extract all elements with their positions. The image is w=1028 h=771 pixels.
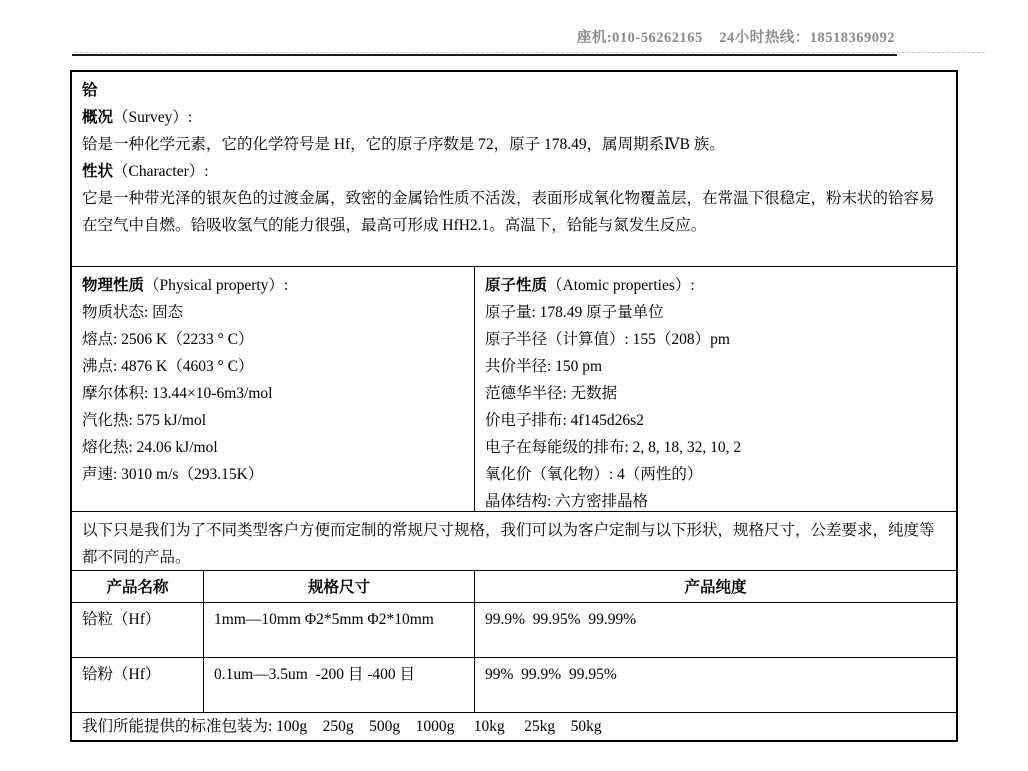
atomic-properties-column	[475, 267, 956, 511]
physical-item: 物质状态: 固态	[82, 304, 184, 321]
physical-item: 熔点: 2506 K（2233 ° C）	[82, 331, 254, 348]
character-text: 它是一种带光泽的银灰色的过渡金属，致密的金属铪性质不活泼，表面形成氧化物覆盖层，在常温下很稳定，粉末状的铪容易在空气中自燃。铪吸收氢气的能力很强，最高可形成 HfH2.1。高温下，铪能与氮发生反应。	[82, 190, 935, 234]
atomic-item: 原子半径（计算值）: 155（208）pm	[485, 331, 730, 348]
header-purity: 产品纯度	[684, 579, 747, 596]
intro-section	[72, 72, 956, 266]
header-product-name: 产品名称	[72, 571, 204, 602]
atomic-item: 范德华半径: 无数据	[485, 385, 618, 402]
character-label-en: （Character）:	[113, 163, 209, 180]
survey-label-en: （Survey）:	[113, 109, 193, 126]
product-name-cell: 铪粒（Hf）	[72, 603, 204, 657]
physical-item: 熔化热: 24.06 kJ/mol	[82, 439, 218, 456]
survey-text: 铪是一种化学元素，它的化学符号是 Hf，它的原子序数是 72，原子 178.49，属周期系ⅣB 族。	[82, 136, 725, 153]
atomic-title-cn: 原子性质	[485, 277, 548, 294]
atomic-item: 共价半径: 150 pm	[485, 358, 603, 375]
atomic-item: 晶体结构: 六方密排晶格	[485, 493, 649, 510]
atomic-item: 氧化价（氧化物）: 4（两性的）	[485, 466, 703, 483]
product-table-header	[72, 570, 956, 602]
physical-item: 汽化热: 575 kJ/mol	[82, 412, 207, 429]
physical-title-en: （Physical property）:	[144, 277, 289, 294]
physical-properties-column	[72, 267, 475, 511]
header-divider-rule	[72, 54, 897, 56]
atomic-item: 价电子排布: 4f145d26s2	[485, 412, 644, 429]
character-heading	[82, 158, 946, 185]
header-contact-phones: 座机:010-56262165 24小时热线：18518369092	[576, 30, 895, 46]
product-spec-cell: 1mm—10mm Φ2*5mm Φ2*10mm	[204, 603, 475, 657]
properties-section	[72, 266, 956, 511]
atomic-item: 原子量: 178.49 原子量单位	[485, 304, 664, 321]
custom-note-section	[72, 511, 956, 570]
table-row	[72, 657, 956, 712]
table-row	[72, 602, 956, 657]
atomic-item: 电子在每能级的排布: 2, 8, 18, 32, 10, 2	[485, 439, 742, 456]
atomic-properties-heading	[485, 272, 946, 299]
header-spec-size: 规格尺寸	[204, 571, 475, 602]
character-label-cn: 性状	[82, 163, 114, 180]
header-divider-faint	[75, 52, 985, 53]
physical-item: 声速: 3010 m/s（293.15K）	[82, 466, 264, 483]
product-spec-cell: 0.1um—3.5um -200 目 -400 目	[204, 658, 475, 712]
packaging-row: 我们所能提供的标准包装为: 100g 250g 500g 1000g 10kg 25kg 50kg	[72, 712, 956, 740]
survey-label-cn: 概况	[82, 109, 114, 126]
element-title: 铪	[82, 82, 98, 99]
custom-note-text: 以下只是我们为了不同类型客户方便而定制的常规尺寸规格，我们可以为客户定制与以下形状，规格尺寸，公差要求，纯度等都不同的产品。	[82, 522, 935, 566]
product-purity-cell: 99% 99.9% 99.95%	[485, 666, 617, 683]
physical-title-cn: 物理性质	[82, 277, 145, 294]
product-datasheet-table	[70, 70, 958, 742]
product-name-cell: 铪粉（Hf）	[72, 658, 204, 712]
physical-item: 摩尔体积: 13.44×10-6m3/mol	[82, 385, 273, 402]
physical-item: 沸点: 4876 K（4603 ° C）	[82, 358, 254, 375]
product-purity-cell: 99.9% 99.95% 99.99%	[485, 611, 637, 628]
physical-properties-heading	[82, 272, 464, 299]
survey-heading	[82, 104, 946, 131]
atomic-title-en: （Atomic properties）:	[547, 277, 695, 294]
